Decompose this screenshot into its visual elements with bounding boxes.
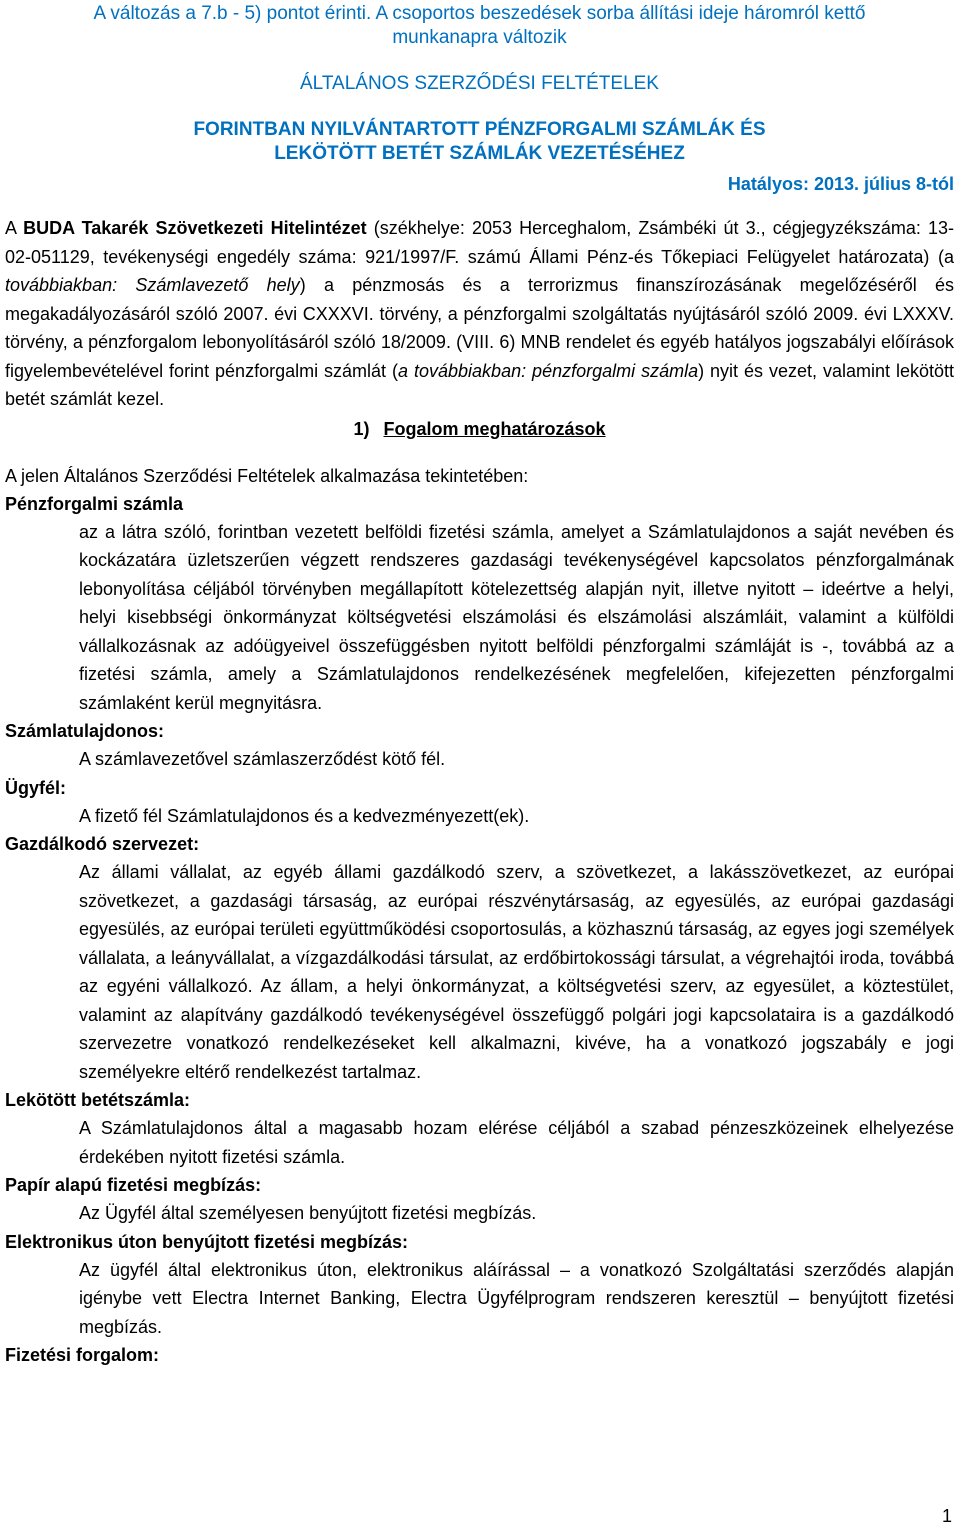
definition-text: Az ügyfél által elektronikus úton, elektronikus aláírással – a vonatkozó Szolgáltatási szerződés alapján igénybe vett Electra Internet Banking, Electra Ügyfélprogram rendszeren keresztül – benyújtott fizetési megbízás. [79, 1259, 954, 1337]
definition-item [5, 774, 954, 831]
definition-text: Az Ügyfél által személyesen benyújtott fizetési megbízás. [79, 1203, 537, 1223]
change-notice [5, 2, 954, 50]
definition-item [5, 1341, 954, 1369]
organization-name: BUDA Takarék Szövetkezeti Hitelintézet [23, 218, 367, 238]
definition-text: A számlavezetővel számlaszerződést kötő fél. [79, 749, 446, 769]
definition-term: Gazdálkodó szervezet: [5, 834, 200, 854]
change-notice-line2: munkanapra változik [392, 27, 567, 48]
definition-term: Fizetési forgalom: [5, 1345, 160, 1365]
definition-text: A fizető fél Számlatulajdonos és a kedvezményezett(ek). [79, 805, 530, 826]
definition-item [5, 1171, 954, 1228]
definition-term: Papír alapú fizetési megbízás: [5, 1175, 262, 1195]
definition-term: Elektronikus úton benyújtott fizetési megbízás: [5, 1231, 409, 1252]
definition-term: Ügyfél: [5, 777, 67, 798]
section-heading [5, 416, 954, 442]
alias-payment-account: a továbbiakban: pénzforgalmi számla [398, 360, 699, 381]
intro-paragraph [5, 214, 954, 414]
definition-term: Számlatulajdonos: [5, 721, 165, 741]
alias-account-manager: továbbiakban: Számlavezető hely [5, 275, 300, 295]
definition-list [5, 490, 954, 1370]
definition-item [5, 830, 954, 1086]
section-number: 1) [353, 418, 370, 439]
intro-part-b: (székhelye: 2053 Herceghalom, Zsámbéki út 3., cégjegyzékszáma: 13-02-051129, tevékenységi engedély száma: 921/1997/F. számú Állami Pénz-és Tőkepiaci Felügyelet határozata) (a [5, 218, 955, 267]
effective-date: Hatályos: 2013. július 8-tól [727, 174, 954, 194]
intro-part-d: ) nyit és vezet, valamint lekötött betét számlát kezel. [5, 360, 955, 409]
intro-part-c: ) a pénzmosás és a terrorizmus finanszírozásának megelőzéséről és megakadályozásáról szóló 2007. évi CXXXVI. törvény, a pénzforgalmi szolgáltatás nyújtásáról szóló 2009. évi LXXXV. törvény, a pénzforgalom lebonyolításáról szóló 18/2009. (VIII. 6) MNB rendelet és egyéb hatályos jogszabályi előírások figyelembevételével forint pénzforgalmi számlát ( [5, 275, 954, 381]
page-number: 1 [941, 1506, 952, 1526]
definition-term: Lekötött betétszámla: [5, 1090, 191, 1110]
definition-text: az a látra szóló, forintban vezetett belföldi fizetési számla, amelyet a Számlatulajdonos a saját nevében és kockázatára üzletszerűen végzett rendszeres gazdasági tevékenységével kapcsolatos pénzforgalmának lebonyolítása céljából törvényben megállapított kötelezettség alapján nyit, illetve nyitott – ideértve a helyi, helyi kisebbségi önkormányzat költségvetési elszámolási és elszámolási alszámláit, valamint a külföldi vállalkozásnak az adóügyeivel összefüggésben nyitott belföldi pénzforgalmi számláját is -, továbbá az a fizetési számla, amely a Számlatulajdonos rendelkezésének megfelelően, kifejezetten pénzforgalmi számlaként kerül megnyitásra. [79, 521, 954, 713]
document-title-subject [5, 118, 954, 166]
definition-item [5, 717, 954, 774]
definition-text: Az állami vállalat, az egyéb állami gazdálkodó szerv, a szövetkezet, a lakásszövetkezet, az európai szövetkezet, a gazdasági társaság, az európai részvénytársaság, az egyesülés, az európai gazdasági egyesülés, az európai területi együttműködési csoportosulás, a közhasznú társaság, az egyes jogi személyek vállalata, a leányvállalat, a vízgazdálkodási társulat, az erdőbirtokossági társulat, a végrehajtói iroda, továbbá az egyéni vállalkozó. Az állam, a helyi önkormányzat, a költségvetési szerv, az egyesület, a köztestület, valamint az alapítvány gazdálkodó tevékenységével összefüggő polgári jogi kapcsolataira is a gazdálkodó szervezetre vonatkozó rendelkezéseket kell alkalmazni, kivéve, ha a vonatkozó jogszabály e jogi személyekre eltérő rendelkezést tartalmaz. [79, 862, 954, 1082]
intro-part-a: A [5, 218, 24, 238]
definition-item [5, 490, 954, 718]
definition-item [5, 1086, 954, 1171]
document-title-line1: FORINTBAN NYILVÁNTARTOTT PÉNZFORGALMI SZÁMLÁK ÉS [193, 119, 766, 140]
document-title-line2: LEKÖTÖTT BETÉT SZÁMLÁK VEZETÉSÉHEZ [274, 143, 685, 164]
section-lead: A jelen Általános Szerződési Feltételek alkalmazása tekintetében: [5, 465, 529, 486]
document-title-general: ÁLTALÁNOS SZERZŐDÉSI FELTÉTELEK [300, 73, 659, 94]
change-notice-line1: A változás a 7.b - 5) pontot érinti. A csoportos beszedések sorba állítási ideje háromról kettő [93, 3, 866, 24]
definition-text: A Számlatulajdonos által a magasabb hozam elérése céljából a szabad pénzeszközeinek elhelyezése érdekében nyitott fizetési számla. [79, 1118, 954, 1167]
definition-term: Pénzforgalmi számla [5, 493, 184, 514]
definition-item [5, 1228, 954, 1342]
section-title: Fogalom meghatározások [383, 418, 606, 439]
